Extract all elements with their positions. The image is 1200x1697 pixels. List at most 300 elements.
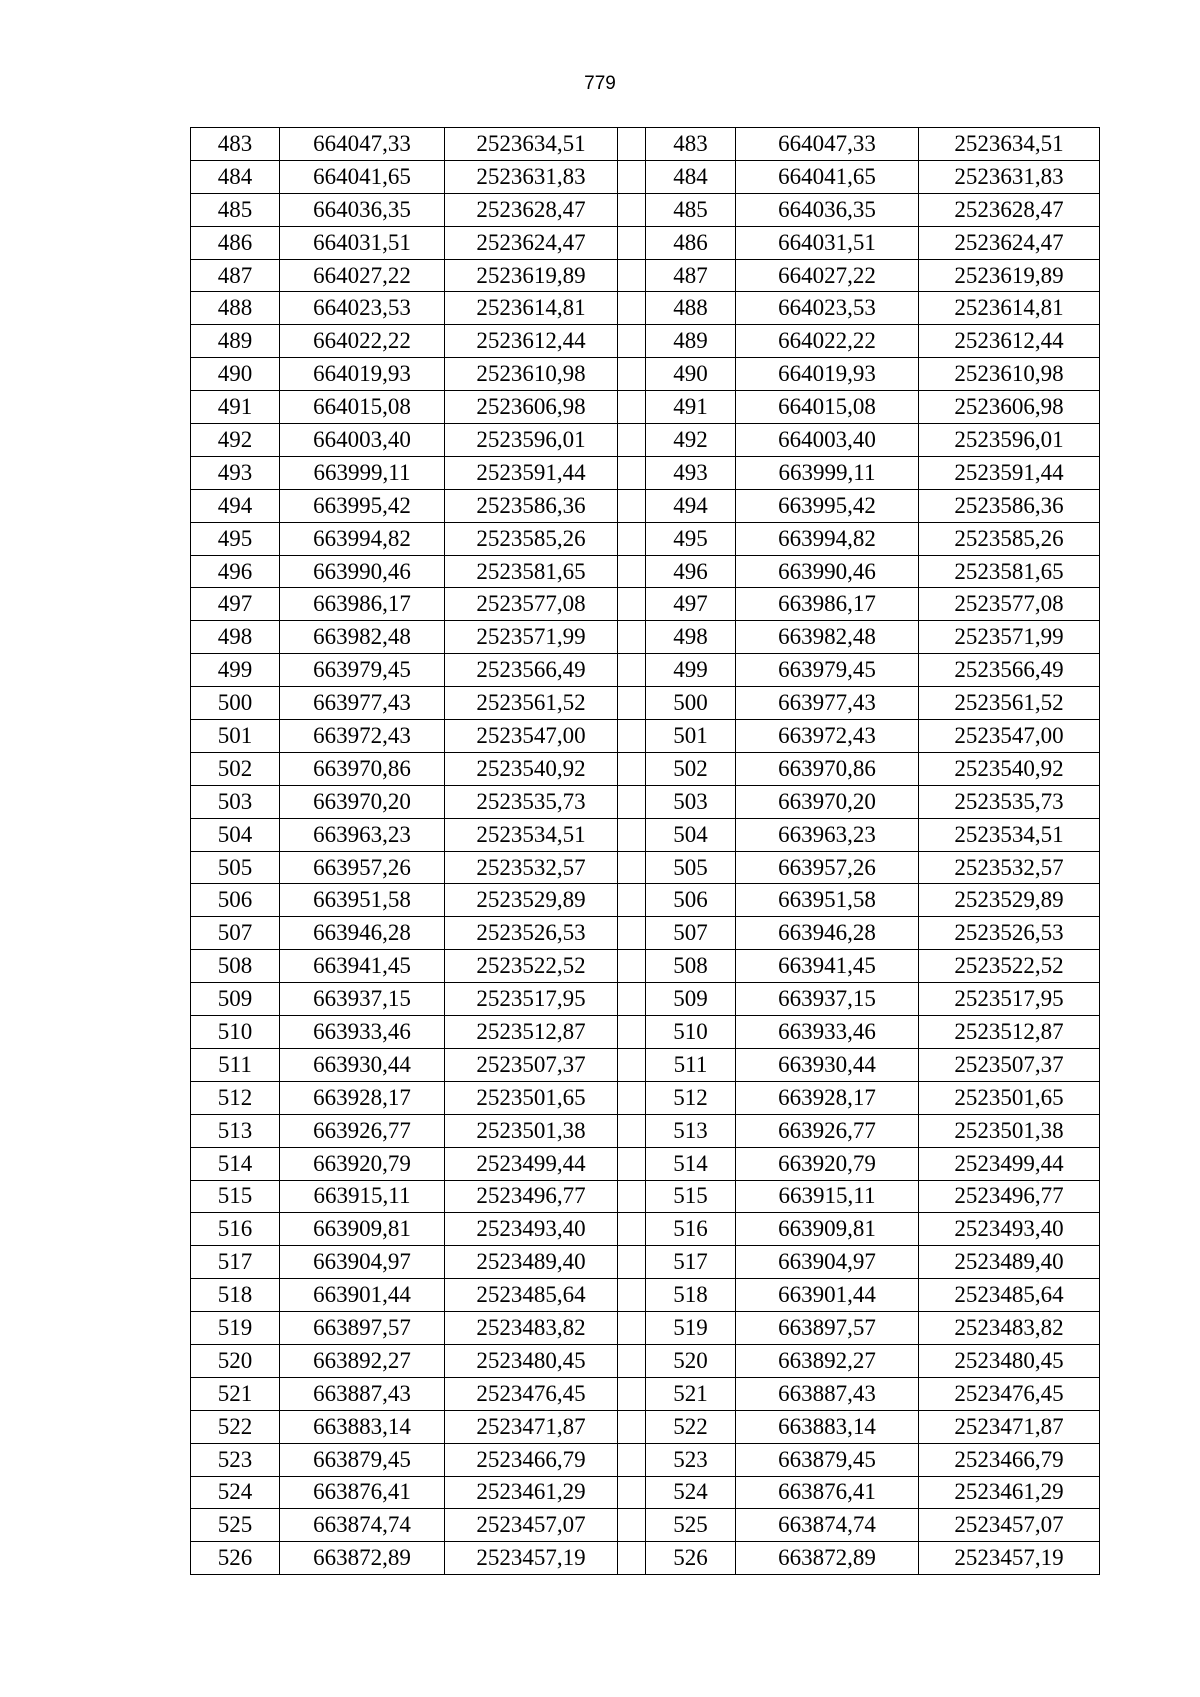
x-coordinate-left: 663904,97 (280, 1246, 445, 1279)
y-coordinate-left: 2523526,53 (445, 917, 618, 950)
y-coordinate-left: 2523535,73 (445, 785, 618, 818)
point-number-left: 520 (191, 1344, 280, 1377)
x-coordinate-right: 663970,86 (736, 752, 919, 785)
coordinates-table-body (191, 128, 1100, 1575)
point-number-right: 495 (646, 522, 736, 555)
x-coordinate-right: 663928,17 (736, 1081, 919, 1114)
table-row (191, 325, 1100, 358)
point-number-right: 486 (646, 226, 736, 259)
separator-cell (618, 1114, 646, 1147)
separator-cell (618, 160, 646, 193)
x-coordinate-left: 664047,33 (280, 128, 445, 161)
point-number-right: 526 (646, 1542, 736, 1575)
separator-cell (618, 884, 646, 917)
y-coordinate-right: 2523461,29 (919, 1476, 1100, 1509)
point-number-right: 513 (646, 1114, 736, 1147)
point-number-left: 504 (191, 818, 280, 851)
table-row (191, 358, 1100, 391)
x-coordinate-left: 663995,42 (280, 489, 445, 522)
x-coordinate-right: 663901,44 (736, 1279, 919, 1312)
separator-cell (618, 1410, 646, 1443)
y-coordinate-left: 2523610,98 (445, 358, 618, 391)
x-coordinate-right: 663872,89 (736, 1542, 919, 1575)
point-number-right: 518 (646, 1279, 736, 1312)
point-number-left: 497 (191, 588, 280, 621)
point-number-left: 517 (191, 1246, 280, 1279)
x-coordinate-right: 663892,27 (736, 1344, 919, 1377)
x-coordinate-right: 663946,28 (736, 917, 919, 950)
y-coordinate-right: 2523522,52 (919, 950, 1100, 983)
x-coordinate-right: 663874,74 (736, 1509, 919, 1542)
y-coordinate-left: 2523547,00 (445, 720, 618, 753)
y-coordinate-right: 2523526,53 (919, 917, 1100, 950)
y-coordinate-left: 2523634,51 (445, 128, 618, 161)
point-number-left: 500 (191, 687, 280, 720)
point-number-left: 495 (191, 522, 280, 555)
table-row (191, 917, 1100, 950)
point-number-right: 511 (646, 1048, 736, 1081)
y-coordinate-left: 2523496,77 (445, 1180, 618, 1213)
point-number-left: 515 (191, 1180, 280, 1213)
point-number-right: 507 (646, 917, 736, 950)
x-coordinate-left: 663915,11 (280, 1180, 445, 1213)
y-coordinate-right: 2523501,38 (919, 1114, 1100, 1147)
table-row (191, 128, 1100, 161)
y-coordinate-left: 2523501,38 (445, 1114, 618, 1147)
x-coordinate-left: 663970,20 (280, 785, 445, 818)
y-coordinate-right: 2523585,26 (919, 522, 1100, 555)
x-coordinate-left: 663926,77 (280, 1114, 445, 1147)
x-coordinate-left: 663892,27 (280, 1344, 445, 1377)
separator-cell (618, 424, 646, 457)
x-coordinate-left: 663946,28 (280, 917, 445, 950)
y-coordinate-right: 2523631,83 (919, 160, 1100, 193)
x-coordinate-left: 663957,26 (280, 851, 445, 884)
table-row (191, 785, 1100, 818)
point-number-left: 510 (191, 1016, 280, 1049)
point-number-right: 510 (646, 1016, 736, 1049)
x-coordinate-right: 664019,93 (736, 358, 919, 391)
x-coordinate-left: 663963,23 (280, 818, 445, 851)
separator-cell (618, 752, 646, 785)
point-number-right: 519 (646, 1312, 736, 1345)
x-coordinate-left: 663951,58 (280, 884, 445, 917)
separator-cell (618, 391, 646, 424)
table-row (191, 522, 1100, 555)
point-number-right: 499 (646, 654, 736, 687)
separator-cell (618, 917, 646, 950)
y-coordinate-right: 2523581,65 (919, 555, 1100, 588)
y-coordinate-right: 2523577,08 (919, 588, 1100, 621)
table-row (191, 950, 1100, 983)
point-number-right: 483 (646, 128, 736, 161)
y-coordinate-right: 2523596,01 (919, 424, 1100, 457)
x-coordinate-left: 664036,35 (280, 193, 445, 226)
table-row (191, 1476, 1100, 1509)
x-coordinate-right: 663994,82 (736, 522, 919, 555)
point-number-left: 505 (191, 851, 280, 884)
y-coordinate-left: 2523517,95 (445, 983, 618, 1016)
separator-cell (618, 1081, 646, 1114)
table-row (191, 1312, 1100, 1345)
point-number-right: 487 (646, 259, 736, 292)
point-number-right: 505 (646, 851, 736, 884)
table-row (191, 818, 1100, 851)
separator-cell (618, 1180, 646, 1213)
y-coordinate-left: 2523457,19 (445, 1542, 618, 1575)
point-number-left: 485 (191, 193, 280, 226)
y-coordinate-left: 2523624,47 (445, 226, 618, 259)
y-coordinate-left: 2523476,45 (445, 1377, 618, 1410)
point-number-left: 525 (191, 1509, 280, 1542)
x-coordinate-left: 664019,93 (280, 358, 445, 391)
y-coordinate-right: 2523532,57 (919, 851, 1100, 884)
table-row (191, 1443, 1100, 1476)
y-coordinate-left: 2523485,64 (445, 1279, 618, 1312)
y-coordinate-left: 2523591,44 (445, 456, 618, 489)
point-number-right: 501 (646, 720, 736, 753)
table-row (191, 1048, 1100, 1081)
separator-cell (618, 950, 646, 983)
separator-cell (618, 983, 646, 1016)
y-coordinate-right: 2523591,44 (919, 456, 1100, 489)
y-coordinate-left: 2523571,99 (445, 621, 618, 654)
separator-cell (618, 818, 646, 851)
table-row (191, 489, 1100, 522)
point-number-left: 509 (191, 983, 280, 1016)
separator-cell (618, 489, 646, 522)
x-coordinate-right: 663979,45 (736, 654, 919, 687)
point-number-left: 484 (191, 160, 280, 193)
point-number-right: 520 (646, 1344, 736, 1377)
point-number-left: 493 (191, 456, 280, 489)
x-coordinate-right: 663951,58 (736, 884, 919, 917)
x-coordinate-left: 663990,46 (280, 555, 445, 588)
point-number-right: 502 (646, 752, 736, 785)
x-coordinate-right: 664047,33 (736, 128, 919, 161)
x-coordinate-left: 663920,79 (280, 1147, 445, 1180)
separator-cell (618, 1542, 646, 1575)
point-number-right: 516 (646, 1213, 736, 1246)
y-coordinate-left: 2523489,40 (445, 1246, 618, 1279)
x-coordinate-right: 663963,23 (736, 818, 919, 851)
separator-cell (618, 1509, 646, 1542)
point-number-right: 490 (646, 358, 736, 391)
separator-cell (618, 588, 646, 621)
point-number-left: 519 (191, 1312, 280, 1345)
point-number-right: 517 (646, 1246, 736, 1279)
separator-cell (618, 1213, 646, 1246)
separator-cell (618, 325, 646, 358)
separator-cell (618, 226, 646, 259)
y-coordinate-left: 2523606,98 (445, 391, 618, 424)
x-coordinate-left: 663933,46 (280, 1016, 445, 1049)
x-coordinate-right: 664031,51 (736, 226, 919, 259)
y-coordinate-right: 2523561,52 (919, 687, 1100, 720)
point-number-left: 487 (191, 259, 280, 292)
y-coordinate-left: 2523561,52 (445, 687, 618, 720)
point-number-left: 494 (191, 489, 280, 522)
x-coordinate-right: 663995,42 (736, 489, 919, 522)
x-coordinate-right: 663957,26 (736, 851, 919, 884)
y-coordinate-right: 2523489,40 (919, 1246, 1100, 1279)
point-number-right: 514 (646, 1147, 736, 1180)
x-coordinate-right: 663887,43 (736, 1377, 919, 1410)
y-coordinate-right: 2523610,98 (919, 358, 1100, 391)
y-coordinate-right: 2523471,87 (919, 1410, 1100, 1443)
point-number-right: 523 (646, 1443, 736, 1476)
y-coordinate-left: 2523612,44 (445, 325, 618, 358)
x-coordinate-right: 663941,45 (736, 950, 919, 983)
x-coordinate-left: 663883,14 (280, 1410, 445, 1443)
separator-cell (618, 522, 646, 555)
x-coordinate-left: 663876,41 (280, 1476, 445, 1509)
y-coordinate-right: 2523496,77 (919, 1180, 1100, 1213)
point-number-left: 492 (191, 424, 280, 457)
y-coordinate-right: 2523619,89 (919, 259, 1100, 292)
table-row (191, 193, 1100, 226)
x-coordinate-right: 663982,48 (736, 621, 919, 654)
x-coordinate-right: 663915,11 (736, 1180, 919, 1213)
y-coordinate-left: 2523522,52 (445, 950, 618, 983)
y-coordinate-right: 2523529,89 (919, 884, 1100, 917)
y-coordinate-right: 2523534,51 (919, 818, 1100, 851)
point-number-right: 496 (646, 555, 736, 588)
y-coordinate-right: 2523483,82 (919, 1312, 1100, 1345)
point-number-right: 522 (646, 1410, 736, 1443)
separator-cell (618, 1246, 646, 1279)
table-row (191, 588, 1100, 621)
table-row (191, 654, 1100, 687)
point-number-left: 521 (191, 1377, 280, 1410)
point-number-right: 492 (646, 424, 736, 457)
table-row (191, 1081, 1100, 1114)
separator-cell (618, 720, 646, 753)
separator-cell (618, 621, 646, 654)
y-coordinate-left: 2523534,51 (445, 818, 618, 851)
y-coordinate-right: 2523457,19 (919, 1542, 1100, 1575)
x-coordinate-right: 664015,08 (736, 391, 919, 424)
y-coordinate-left: 2523581,65 (445, 555, 618, 588)
x-coordinate-right: 664036,35 (736, 193, 919, 226)
point-number-left: 503 (191, 785, 280, 818)
y-coordinate-right: 2523501,65 (919, 1081, 1100, 1114)
x-coordinate-right: 663926,77 (736, 1114, 919, 1147)
x-coordinate-right: 663990,46 (736, 555, 919, 588)
table-row (191, 1377, 1100, 1410)
x-coordinate-right: 664041,65 (736, 160, 919, 193)
point-number-left: 512 (191, 1081, 280, 1114)
x-coordinate-left: 663887,43 (280, 1377, 445, 1410)
x-coordinate-left: 663986,17 (280, 588, 445, 621)
y-coordinate-right: 2523466,79 (919, 1443, 1100, 1476)
point-number-right: 525 (646, 1509, 736, 1542)
y-coordinate-left: 2523577,08 (445, 588, 618, 621)
table-row (191, 456, 1100, 489)
y-coordinate-left: 2523461,29 (445, 1476, 618, 1509)
separator-cell (618, 687, 646, 720)
y-coordinate-left: 2523585,26 (445, 522, 618, 555)
point-number-left: 499 (191, 654, 280, 687)
y-coordinate-left: 2523457,07 (445, 1509, 618, 1542)
point-number-left: 490 (191, 358, 280, 391)
separator-cell (618, 1443, 646, 1476)
y-coordinate-right: 2523485,64 (919, 1279, 1100, 1312)
point-number-right: 509 (646, 983, 736, 1016)
y-coordinate-right: 2523476,45 (919, 1377, 1100, 1410)
point-number-right: 485 (646, 193, 736, 226)
point-number-left: 514 (191, 1147, 280, 1180)
y-coordinate-left: 2523614,81 (445, 292, 618, 325)
table-row (191, 226, 1100, 259)
y-coordinate-right: 2523512,87 (919, 1016, 1100, 1049)
y-coordinate-right: 2523493,40 (919, 1213, 1100, 1246)
y-coordinate-right: 2523634,51 (919, 128, 1100, 161)
x-coordinate-left: 664022,22 (280, 325, 445, 358)
y-coordinate-right: 2523614,81 (919, 292, 1100, 325)
y-coordinate-left: 2523471,87 (445, 1410, 618, 1443)
y-coordinate-left: 2523529,89 (445, 884, 618, 917)
separator-cell (618, 555, 646, 588)
table-row (191, 1114, 1100, 1147)
table-row (191, 752, 1100, 785)
point-number-right: 493 (646, 456, 736, 489)
point-number-left: 486 (191, 226, 280, 259)
x-coordinate-left: 664027,22 (280, 259, 445, 292)
separator-cell (618, 851, 646, 884)
separator-cell (618, 456, 646, 489)
x-coordinate-left: 663879,45 (280, 1443, 445, 1476)
separator-cell (618, 259, 646, 292)
point-number-left: 518 (191, 1279, 280, 1312)
x-coordinate-right: 664027,22 (736, 259, 919, 292)
separator-cell (618, 1344, 646, 1377)
x-coordinate-right: 663883,14 (736, 1410, 919, 1443)
x-coordinate-left: 664041,65 (280, 160, 445, 193)
x-coordinate-left: 664023,53 (280, 292, 445, 325)
table-row (191, 1509, 1100, 1542)
table-row (191, 1344, 1100, 1377)
y-coordinate-right: 2523480,45 (919, 1344, 1100, 1377)
x-coordinate-left: 663901,44 (280, 1279, 445, 1312)
table-row (191, 1410, 1100, 1443)
table-row (191, 1246, 1100, 1279)
x-coordinate-right: 663920,79 (736, 1147, 919, 1180)
y-coordinate-right: 2523628,47 (919, 193, 1100, 226)
y-coordinate-right: 2523612,44 (919, 325, 1100, 358)
x-coordinate-left: 663872,89 (280, 1542, 445, 1575)
separator-cell (618, 1312, 646, 1345)
table-row (191, 292, 1100, 325)
y-coordinate-left: 2523480,45 (445, 1344, 618, 1377)
y-coordinate-left: 2523631,83 (445, 160, 618, 193)
y-coordinate-right: 2523457,07 (919, 1509, 1100, 1542)
point-number-left: 513 (191, 1114, 280, 1147)
y-coordinate-left: 2523493,40 (445, 1213, 618, 1246)
point-number-left: 483 (191, 128, 280, 161)
x-coordinate-right: 663933,46 (736, 1016, 919, 1049)
table-row (191, 884, 1100, 917)
point-number-right: 498 (646, 621, 736, 654)
y-coordinate-right: 2523499,44 (919, 1147, 1100, 1180)
separator-cell (618, 785, 646, 818)
table-row (191, 851, 1100, 884)
y-coordinate-left: 2523512,87 (445, 1016, 618, 1049)
y-coordinate-right: 2523606,98 (919, 391, 1100, 424)
x-coordinate-left: 663941,45 (280, 950, 445, 983)
point-number-left: 523 (191, 1443, 280, 1476)
y-coordinate-left: 2523586,36 (445, 489, 618, 522)
point-number-right: 512 (646, 1081, 736, 1114)
point-number-left: 507 (191, 917, 280, 950)
separator-cell (618, 1016, 646, 1049)
point-number-right: 504 (646, 818, 736, 851)
y-coordinate-right: 2523547,00 (919, 720, 1100, 753)
separator-cell (618, 1048, 646, 1081)
x-coordinate-left: 664015,08 (280, 391, 445, 424)
point-number-right: 521 (646, 1377, 736, 1410)
y-coordinate-left: 2523483,82 (445, 1312, 618, 1345)
point-number-right: 488 (646, 292, 736, 325)
point-number-right: 497 (646, 588, 736, 621)
x-coordinate-right: 663977,43 (736, 687, 919, 720)
table-row (191, 259, 1100, 292)
y-coordinate-left: 2523540,92 (445, 752, 618, 785)
table-row (191, 160, 1100, 193)
x-coordinate-left: 663979,45 (280, 654, 445, 687)
x-coordinate-right: 663909,81 (736, 1213, 919, 1246)
point-number-right: 500 (646, 687, 736, 720)
y-coordinate-right: 2523566,49 (919, 654, 1100, 687)
table-row (191, 1213, 1100, 1246)
table-row (191, 983, 1100, 1016)
point-number-right: 491 (646, 391, 736, 424)
coordinates-table (190, 127, 1100, 1575)
x-coordinate-right: 663937,15 (736, 983, 919, 1016)
point-number-left: 488 (191, 292, 280, 325)
x-coordinate-left: 663977,43 (280, 687, 445, 720)
table-row (191, 1147, 1100, 1180)
table-row (191, 621, 1100, 654)
x-coordinate-left: 664031,51 (280, 226, 445, 259)
table-row (191, 687, 1100, 720)
y-coordinate-left: 2523499,44 (445, 1147, 618, 1180)
y-coordinate-right: 2523507,37 (919, 1048, 1100, 1081)
separator-cell (618, 358, 646, 391)
page-number: 779 (584, 73, 616, 94)
y-coordinate-left: 2523507,37 (445, 1048, 618, 1081)
x-coordinate-left: 663928,17 (280, 1081, 445, 1114)
x-coordinate-left: 663937,15 (280, 983, 445, 1016)
y-coordinate-left: 2523566,49 (445, 654, 618, 687)
table-row (191, 1180, 1100, 1213)
x-coordinate-right: 663904,97 (736, 1246, 919, 1279)
x-coordinate-right: 663972,43 (736, 720, 919, 753)
x-coordinate-left: 663982,48 (280, 621, 445, 654)
x-coordinate-left: 663897,57 (280, 1312, 445, 1345)
separator-cell (618, 193, 646, 226)
table-row (191, 1542, 1100, 1575)
point-number-left: 498 (191, 621, 280, 654)
table-row (191, 555, 1100, 588)
x-coordinate-right: 663930,44 (736, 1048, 919, 1081)
point-number-left: 516 (191, 1213, 280, 1246)
table-row (191, 720, 1100, 753)
y-coordinate-left: 2523501,65 (445, 1081, 618, 1114)
point-number-left: 496 (191, 555, 280, 588)
table-row (191, 391, 1100, 424)
point-number-right: 484 (646, 160, 736, 193)
